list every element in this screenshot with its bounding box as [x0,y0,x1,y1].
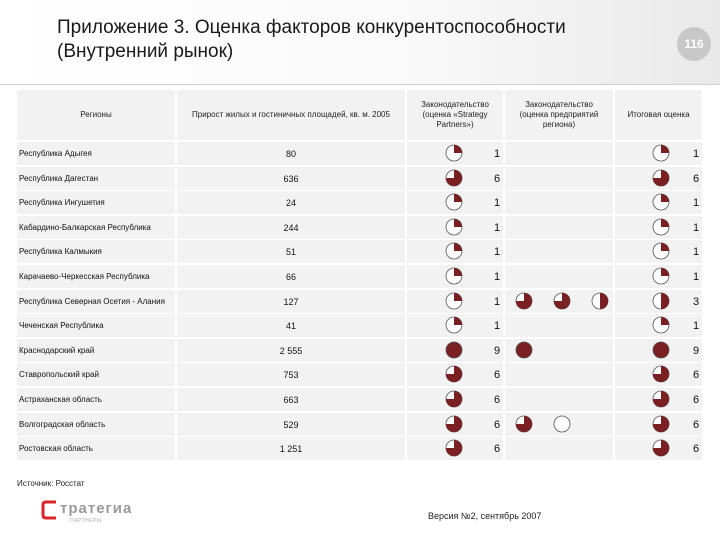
harvey-ball-total [652,144,670,162]
harvey-ball-total [652,169,670,187]
score-sp: 6 [494,418,501,431]
harvey-ball-sp [445,218,463,236]
harvey-ball-ent [553,292,571,310]
column-header-region: Регионы [17,90,175,140]
harvey-ball-total-fill [661,194,669,202]
harvey-ball-sp-fill [454,219,462,227]
score-total: 6 [693,172,700,185]
row-law-ent-cell [505,437,613,460]
score-total: 1 [693,319,700,332]
column-header-law-ent-line: региона) [542,120,576,129]
row-housing-value: 529 [177,413,405,436]
harvey-ball-total-fill [661,293,669,309]
harvey-ball-sp [445,439,463,457]
row-housing-value: 51 [177,240,405,263]
row-region-label: Ставропольский край [17,363,175,386]
score-total: 1 [693,245,700,258]
harvey-ball-total [652,316,670,334]
row-housing-value: 66 [177,265,405,288]
score-sp: 6 [494,393,501,406]
harvey-ball-sp [445,144,463,162]
harvey-ball-total-fill [661,317,669,325]
harvey-ball-sp [445,316,463,334]
harvey-ball-sp [445,169,463,187]
header-divider [0,84,720,85]
harvey-ball-total-fill [661,219,669,227]
harvey-ball-ent [515,292,533,310]
harvey-ball-sp-fill [454,268,462,276]
row-housing-value: 1 251 [177,437,405,460]
score-total: 1 [693,270,700,283]
version-note: Версия №2, сентябрь 2007 [428,511,542,521]
harvey-ball-total [652,390,670,408]
score-sp: 6 [494,172,501,185]
title-line-1: Приложение 3. Оценка факторов конкурентоспособности [57,17,566,38]
column-header-law-sp-line: Partners») [436,120,474,129]
logo-bracket-icon [40,499,60,521]
harvey-ball-sp-fill [454,243,462,251]
score-total: 6 [693,368,700,381]
row-region-label: Республика Калмыкия [17,240,175,263]
source-note: Источник: Росстат [17,479,85,488]
harvey-ball-sp-fill [454,317,462,325]
score-sp: 1 [494,270,501,283]
column-header-law-ent [505,90,613,140]
harvey-ball-ent [515,341,533,359]
harvey-ball-ent [591,292,609,310]
row-law-ent-cell [505,265,613,288]
row-region-label: Республика Адыгея [17,142,175,165]
harvey-ball-ent [515,415,533,433]
harvey-ball-sp [445,365,463,383]
harvey-ball-sp [445,341,463,359]
column-header-total: Итоговая оценка [615,90,702,140]
harvey-ball-sp-fill [454,293,462,301]
row-housing-value: 127 [177,290,405,313]
row-region-label: Карачаево-Черкесская Республика [17,265,175,288]
score-sp: 1 [494,147,501,160]
column-header-law-ent-line: Законодательство [525,100,593,109]
score-sp: 6 [494,442,501,455]
score-total: 1 [693,147,700,160]
harvey-ball-ent-fill [600,293,608,309]
score-sp: 6 [494,368,501,381]
row-housing-value: 24 [177,191,405,214]
score-total: 6 [693,418,700,431]
harvey-ball-total [652,267,670,285]
row-housing-value: 41 [177,314,405,337]
harvey-ball-sp-fill [454,145,462,153]
column-header-law-sp-line: Законодательство [421,100,489,109]
harvey-ball-total [652,193,670,211]
harvey-ball-sp-fill [454,194,462,202]
score-total: 9 [693,344,700,357]
row-law-ent-cell [505,388,613,411]
row-region-label: Волгоградская область [17,413,175,436]
row-region-label: Астраханская область [17,388,175,411]
row-region-label: Ростовская область [17,437,175,460]
row-housing-value: 244 [177,216,405,239]
strategy-partners-logo [10,497,180,527]
row-region-label: Республика Северная Осетия - Алания [17,290,175,313]
harvey-ball-total [652,439,670,457]
score-total: 6 [693,442,700,455]
harvey-ball-sp [445,390,463,408]
harvey-ball-total [652,292,670,310]
row-housing-value: 663 [177,388,405,411]
row-law-ent-cell [505,191,613,214]
score-total: 3 [693,295,700,308]
harvey-ball-total [652,218,670,236]
row-law-ent-cell [505,240,613,263]
score-sp: 1 [494,319,501,332]
page-number-badge: 116 [677,27,711,61]
harvey-ball-total-fill [661,243,669,251]
harvey-ball-total [652,341,670,359]
harvey-ball-sp [445,415,463,433]
title-line-2: (Внутренний рынок) [57,41,234,62]
harvey-ball-total-fill [661,268,669,276]
score-sp: 1 [494,221,501,234]
score-total: 6 [693,393,700,406]
score-sp: 1 [494,196,501,209]
competitiveness-table [17,90,702,470]
harvey-ball-total [652,242,670,260]
row-region-label: Республика Ингушетия [17,191,175,214]
harvey-ball-total [652,365,670,383]
row-law-ent-cell [505,167,613,190]
score-total: 1 [693,221,700,234]
score-sp: 1 [494,245,501,258]
row-law-ent-cell [505,363,613,386]
score-sp: 1 [494,295,501,308]
logo-wordmark: тратегиа [60,500,133,517]
row-region-label: Чеченская Республика [17,314,175,337]
column-header-law-sp [407,90,503,140]
row-law-ent-cell [505,216,613,239]
row-law-ent-cell [505,314,613,337]
score-total: 1 [693,196,700,209]
row-housing-value: 2 555 [177,339,405,362]
column-header-law-sp-line: (оценка «Strategy [422,110,488,119]
harvey-ball-sp [445,193,463,211]
harvey-ball-sp [445,267,463,285]
row-region-label: Республика Дагестан [17,167,175,190]
row-housing-value: 753 [177,363,405,386]
logo-tagline: ПАРТНЕРЫ [70,518,102,524]
score-sp: 9 [494,344,501,357]
harvey-ball-total-fill [661,145,669,153]
row-region-label: Краснодарский край [17,339,175,362]
column-header-housing: Прирост жилых и гостиничных площадей, кв. м. 2005 [177,90,405,140]
page-title [57,16,637,64]
harvey-ball-total [652,415,670,433]
row-region-label: Кабардино-Балкарская Республика [17,216,175,239]
row-housing-value: 80 [177,142,405,165]
column-header-law-ent-line: (оценка предприятий [519,110,599,119]
harvey-ball-sp [445,292,463,310]
harvey-ball-ent [553,415,571,433]
row-law-ent-cell [505,142,613,165]
harvey-ball-sp [445,242,463,260]
row-housing-value: 636 [177,167,405,190]
